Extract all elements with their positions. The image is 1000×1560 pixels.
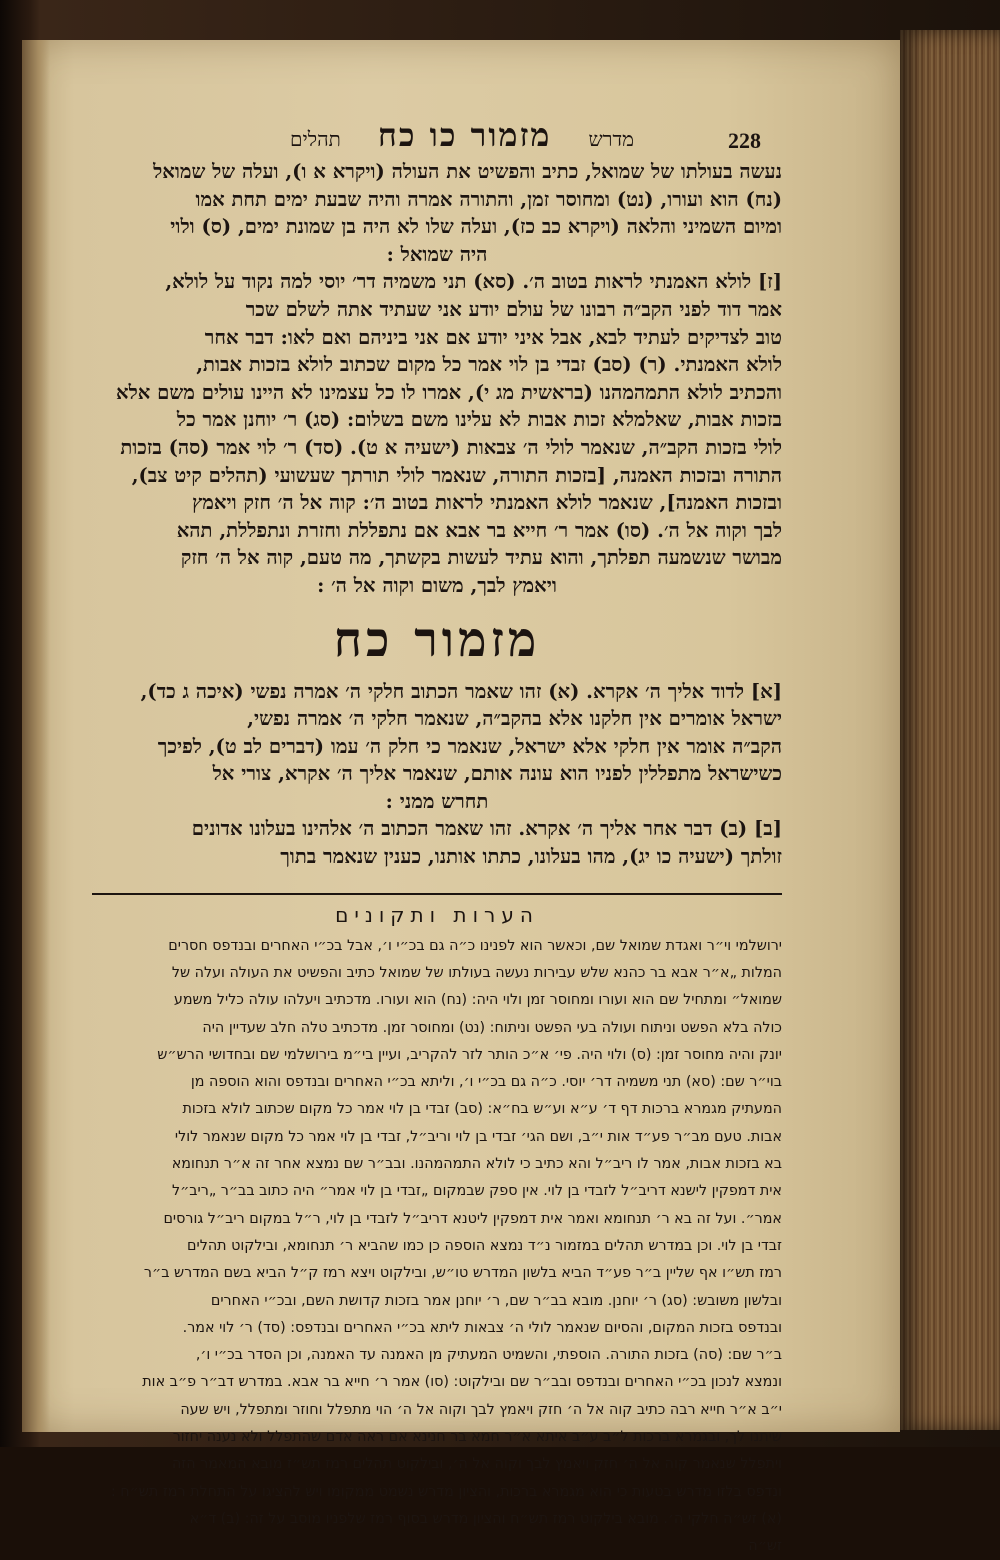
- note-line: אבות. טעם מב״ר פע״ד אות י״ב, ושם הגי׳ זבדי בן לוי וריב״ל, זבדי בן לוי אמר כל מקום שנאמר לולי: [174, 1128, 782, 1145]
- page-content: [92, 110, 782, 1560]
- text-line: מבושר שנשמעה תפלתך, והוא עתיד לעשות בקשתך, מה טעם, קוה אל ה׳ חזק: [180, 546, 782, 570]
- text-line: לבך וקוה אל ה׳. (סו) אמר ר׳ חייא בר אבא אם נתפללת וחזרת ונתפללת, תהא: [176, 518, 782, 542]
- text-line: [ז] לולא האמנתי לראות בטוב ה׳. (סא) תני משמיה דר׳ יוסי למה נקוד על לולא,: [165, 270, 782, 294]
- text-line: אמר דוד לפני הקב״ה רבונו של עולם יודע אני שעתיד אתה לשלם שכר: [245, 297, 782, 321]
- text-line: ישראל אומרים אין חלקנו אלא בהקב״ה, שנאמר חלקי ה׳ אמרה נפשי,: [247, 707, 782, 731]
- text-line: והכתיב לולא התמהמהנו (בראשית מג י), אמרו לו כל עצמינו לא היינו עולים משם אלא: [116, 380, 782, 404]
- text-line: כשישראל מתפללין לפניו הוא עונה אותם, שנאמר אליך ה׳ אקרא, צורי אל: [212, 762, 782, 786]
- header-book: תהלים: [290, 127, 341, 151]
- page-edges: [900, 30, 1000, 1430]
- psalm-text-block: [92, 678, 782, 871]
- text-line: ומיום השמיני והלאה (ויקרא כב כז), ועלה שלו לא היה בן שמונת ימים, (ס) ולוי: [170, 215, 782, 239]
- note-line: שמואל״ ומתחיל שם הוא ועורו ומחוסר זמן ולוי היה: (נח) הוא ועורו. מדכתיב ויעלהו עולה כליל משמע: [173, 992, 782, 1009]
- note-line: ויתפלל שנאמר קוה אל ה׳ חזק ויאמץ לבך וקוה אל ה׳, ובילקוט תהלים רמז תש״ז מובא המאמר הזה: [171, 1456, 782, 1473]
- note-line: המעתיק מגמרא ברכות דף ד׳ ע״א וע״ש בח״א: (סב) זבדי בן לוי אמר כל מקום שכתוב לולא בזכות: [182, 1101, 782, 1118]
- note-line: אמר״. ועל זה בא ר׳ תנחומא ואמר אית דמפקין ליטנא דריב״ל לזבדי בן לוי, ר״ל במקום ריב״ל גורסים: [163, 1210, 782, 1227]
- page-number: 228: [728, 128, 761, 153]
- note-line: ונדפס בלזו מדרש בטעות כי הוא מגמרא ברכות, והציון מדרש נשמט ממקומו ויש להציגו על התחלת רמז תש״ח :: [110, 1483, 782, 1500]
- text-line: [א] לדוד אליך ה׳ אקרא. (א) זהו שאמר הכתוב חלקי ה׳ אמרה נפשי (איכה ג כד),: [140, 679, 782, 703]
- text-line: הקב״ה אומר אין חלקי אלא ישראל, שנאמר כי חלק ה׳ עמו (דברים לב ט), לפיכך: [157, 734, 782, 758]
- note-line: ונמצא לנכון בכ״י האחרים ובנדפס ובב״ר שם ובילקוט: (סו) אמר ר׳ חייא בר אבא. במדרש דב״ר פ״ב אות: [142, 1374, 782, 1391]
- text-line: זולתך (ישעיה כו יג), מהו בעלונו, כתתו אותנו, כענין שנאמר בתוך: [280, 845, 782, 869]
- note-line: י״ב א״ר חייא רבה כתיב קוה אל ה׳ חזק ויאמץ לבך וקוה אל ה׳ הוי מתפלל וחוזר ומתפלל, ויש שעה: [180, 1401, 782, 1418]
- text-line: (נח) הוא ועורו, (נט) ומחוסר זמן, והתורה אמרה והיה שבעת ימים תחת אמו: [195, 187, 782, 211]
- main-text-block: [92, 158, 782, 600]
- running-header: [92, 110, 782, 158]
- note-line: בא בזכות אבות, אמר לו ריב״ל והא כתיב כי לולא התמהמהנו. ובב״ר שם נמצא אחר זה א״ר תנחומא: [171, 1156, 782, 1173]
- text-line: ובזכות האמנה], שנאמר לולא האמנתי לראות בטוב ה׳: קוה אל ה׳ חזק ויאמץ: [192, 491, 782, 515]
- header-source: מדרש: [588, 127, 634, 151]
- text-line: התורה ובזכות האמנה, [בזכות התורה, שנאמר לולי תורתך שעשועי (תהלים קיט צב),: [131, 463, 782, 487]
- header-titles: [252, 116, 672, 154]
- page-gutter: [22, 40, 50, 1432]
- note-line: ובלשון משובש: (סג) ר׳ יוחנן. מובא בב״ר שם, ר׳ יוחנן אמר בזכות קדושת השם, ובכ״י האחרים: [210, 1292, 782, 1309]
- notes-block: [92, 933, 782, 1560]
- text-line: נעשה בעולתו של שמואל, כתיב והפשיט את העולה (ויקרא א ו), ועלה של שמואל: [153, 160, 782, 183]
- note-line: זש״ה: [748, 1538, 782, 1555]
- text-line: בזכות אבות, שאלמלא זכות אבות לא עלינו משם בשלום: (סג) ר׳ יוחנן אמר כל: [176, 408, 782, 432]
- note-line: המלות „א״ר אבא בר כהנא שלש עבירות נעשה בעולתו של שמואל כתיב והפשיט את העולה ועלה של: [171, 964, 782, 981]
- text-line: היה שמואל :: [386, 242, 488, 266]
- note-line: יונק והיה מחוסר זמן: (ס) ולוי היה. פי׳ א״כ הותר לזר להקריב, ועיין בי״מ בירושלמי שם ובחדושי הרש״ש: [157, 1046, 782, 1063]
- note-line: ירושלמי וי״ר ואגדת שמואל שם, וכאשר הוא לפנינו כ״ה גם בכ״י ו׳, אבל בכ״י האחרים ובנדפס חסרים: [168, 937, 782, 954]
- note-line: רמז תש״ו אף שליין ב״ר פע״ד הביא בלשון המדרש טו״ש, ובילקוט ויצא רמז ק״ל הביא בשם המדרש ב״ר: [143, 1265, 782, 1282]
- note-line: (א) זש״ה חלקי ה׳. מובא בילקוט רמז תש״ח והציון מדרש בסוף רמז שלפניו מוסב על זה: (ב) ד״א: [189, 1510, 782, 1527]
- notes-divider: [92, 893, 782, 895]
- note-line: זבדי בן לוי. וכן במדרש תהלים במזמור נ״ד נמצא הוספה כן כמו שהביא ר׳ תנחומא, ובילקוט תהלים: [187, 1237, 782, 1254]
- text-line: לולי בזכות הקב״ה, שנאמר לולי ה׳ צבאות (ישעיה א ט). (סד) ר׳ לוי אמר (סה) בזכות: [120, 435, 782, 459]
- note-line: ובנדפס בזכות המקום, והסיום שנאמר לולי ה׳ צבאות ליתא בכ״י האחרים ובנדפס: (סד) ר׳ לוי אמר.: [182, 1319, 782, 1336]
- notes-heading: הערות ותקונים: [335, 902, 539, 927]
- note-line: בוי״ר שם: (סא) תני משמיה דר׳ יוסי. כ״ה גם בכ״י ו׳, וליתא בכ״י האחרים ובנדפס והוא הוספה מן: [190, 1074, 782, 1091]
- text-line: ויאמץ לבך, משום וקוה אל ה׳ :: [317, 573, 557, 597]
- text-line: תחרש ממני :: [385, 789, 489, 813]
- text-line: טוב לצדיקים לעתיד לבא, אבל איני יודע אם אני ביניהם ואם לאו: דבר אחר: [204, 325, 782, 349]
- header-title: מזמור כו כח: [377, 116, 552, 154]
- note-line: כולה בלא הפשט וניתוח ועולה בעי הפשט וניתוח: (נט) ומחוסר זמן. מדכתיב טלה חלב שעדיין היה: [202, 1019, 782, 1036]
- psalm-heading: מזמור כח: [333, 611, 541, 668]
- text-line: לולא האמנתי. (ר) (סב) זבדי בן לוי אמר כל מקום שכתוב לולא בזכות אבות,: [196, 353, 782, 377]
- text-line: [ב] (ב) דבר אחר אליך ה׳ אקרא. זהו שאמר הכתוב ה׳ אלהינו בעלונו אדונים: [191, 817, 782, 841]
- note-line: אית דמפקין לישנא דריב״ל לזבדי בן לוי. אין ספק שבמקום „זבדי בן לוי אמר״ היה כתוב בב״ר „ריב״ל: [171, 1183, 782, 1200]
- note-line: ב״ר שם: (סה) בזכות התורה. הוספתי, והשמיט המעתיק מן האמנה עד האמנה, וכן הסדר בכ״י ו׳,: [195, 1347, 782, 1364]
- note-line: שיתנו לך, ובגמרא ברכות ל״ב ע״ב איתא א״ר חמא בר חנינא אם ראה אדם שהתפלל ולא נענה יחזור: [172, 1429, 782, 1445]
